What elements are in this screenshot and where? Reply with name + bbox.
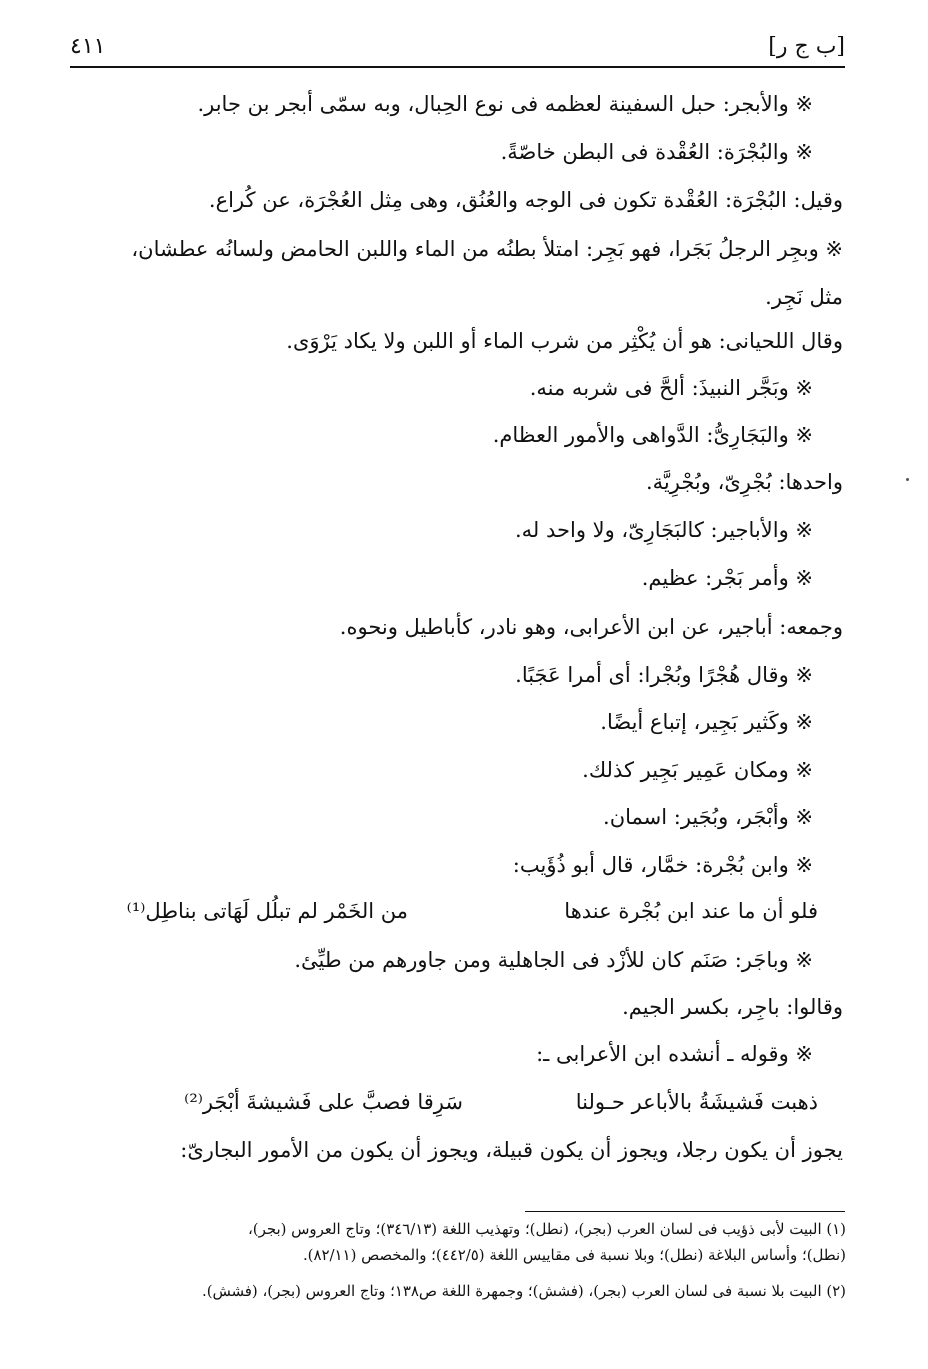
- text-line: واحدها: بُجْرِىّ، وبُجْرِيَّة.: [646, 470, 843, 494]
- text-line: ※ والبَجَارِىُّ: الدَّواهى والأمور العظام.: [492, 423, 813, 447]
- text-line: ※ ومكان عَمِير بَجِير كذلك.: [582, 758, 813, 782]
- verse-2-second-hemistich: سَرِقا فصبَّ على فَشيشةَ أبْجَر⁽²⁾: [184, 1090, 463, 1114]
- margin-speck: [906, 478, 909, 481]
- text-line: مثل نَجِر.: [765, 285, 843, 309]
- head-word: [ب ج ر]: [768, 34, 845, 59]
- text-line: ※ وابن بُجْرة: خمَّار، قال أبو ذُؤَيب:: [512, 853, 813, 877]
- footnote-line: (نطل)؛ وأساس البلاغة (نطل)؛ وبلا نسبة فى مقاييس اللغة (٤٤٢/٥)؛ والمخصص (٨٢/١١).: [302, 1246, 846, 1264]
- text-line: ※ والبُجْرَة: العُقْدة فى البطن خاصّةً.: [500, 140, 813, 164]
- text-line: ※ وباجَر: صَنَم كان للأزْد فى الجاهلية ومن جاورهم من طيِّئ.: [294, 948, 813, 972]
- footnote-line: (٢) البيت بلا نسبة فى لسان العرب (بجر)، (فشش)؛ وجمهرة اللغة ص١٣٨؛ وتاج العروس (بجر)، (فشش).: [201, 1282, 846, 1300]
- closing-line: يجوز أن يكون رجلا، ويجوز أن يكون قبيلة، ويجوز أن يكون من الأمور البجارىّ:: [180, 1138, 843, 1162]
- verse-1-second-hemistich: من الخَمْر لم تبلُل لَهَاتى بناطِل⁽¹⁾: [126, 899, 408, 923]
- text-line: وقال اللحيانى: هو أن يُكْثِر من شرب الماء أو اللبن ولا يكاد يَرْوَى.: [286, 329, 843, 353]
- verse-1-first-hemistich: فلو أن ما عند ابن بُجْرة عندها: [564, 899, 818, 923]
- running-head: [70, 30, 845, 66]
- header-rule: [70, 66, 845, 68]
- verse-2-first-hemistich: ذهبت فَشيشَةُ بالأباعر حـولنا: [575, 1090, 818, 1114]
- text-line: وقالوا: باجِر، بكسر الجيم.: [622, 995, 843, 1019]
- text-line: وقيل: البُجْرَة: العُقْدة تكون فى الوجه والعُنُق، وهى مِثل العُجْرَة، عن كُراع.: [208, 188, 843, 212]
- text-line: ※ وبَجَّر النبيذَ: ألحَّ فى شربه منه.: [529, 376, 813, 400]
- text-line: ※ وقال هُجْرًا وبُجْرا: أى أمرا عَجَبًا.: [515, 663, 813, 687]
- text-line: ※ والأباجير: كالبَجَارِىّ، ولا واحد له.: [514, 518, 813, 542]
- text-line: ※ والأبجر: حبل السفينة لعظمه فى نوع الحِبال، وبه سمّى أبجر بن جابر.: [197, 92, 813, 116]
- text-line: ※ وأبْجَر، وبُجَير: اسمان.: [603, 805, 813, 829]
- text-line: ※ وأمر بَجْر: عظيم.: [641, 566, 813, 590]
- text-line: ※ وبجِر الرجلُ بَجَرا، فهو بَجِر: امتلأ بطنُه من الماء واللبن الحامض ولسانُه عطشان،: [131, 237, 843, 261]
- footnote-line: (١) البيت لأبى ذؤيب فى لسان العرب (بجر)، (نطل)؛ وتهذيب اللغة (٣٤٦/١٣)؛ وتاج العروس (بجر)،: [248, 1220, 846, 1238]
- page-number: ٤١١: [70, 34, 106, 59]
- text-line: ※ وقوله ـ أنشده ابن الأعرابى ـ:: [536, 1042, 813, 1066]
- text-line: وجمعه: أباجير، عن ابن الأعرابى، وهو نادر، كأباطيل ونحوه.: [339, 615, 843, 639]
- text-line: ※ وكَثير بَجِير، إتباع أيضًا.: [600, 710, 813, 734]
- footnote-rule: [525, 1211, 845, 1212]
